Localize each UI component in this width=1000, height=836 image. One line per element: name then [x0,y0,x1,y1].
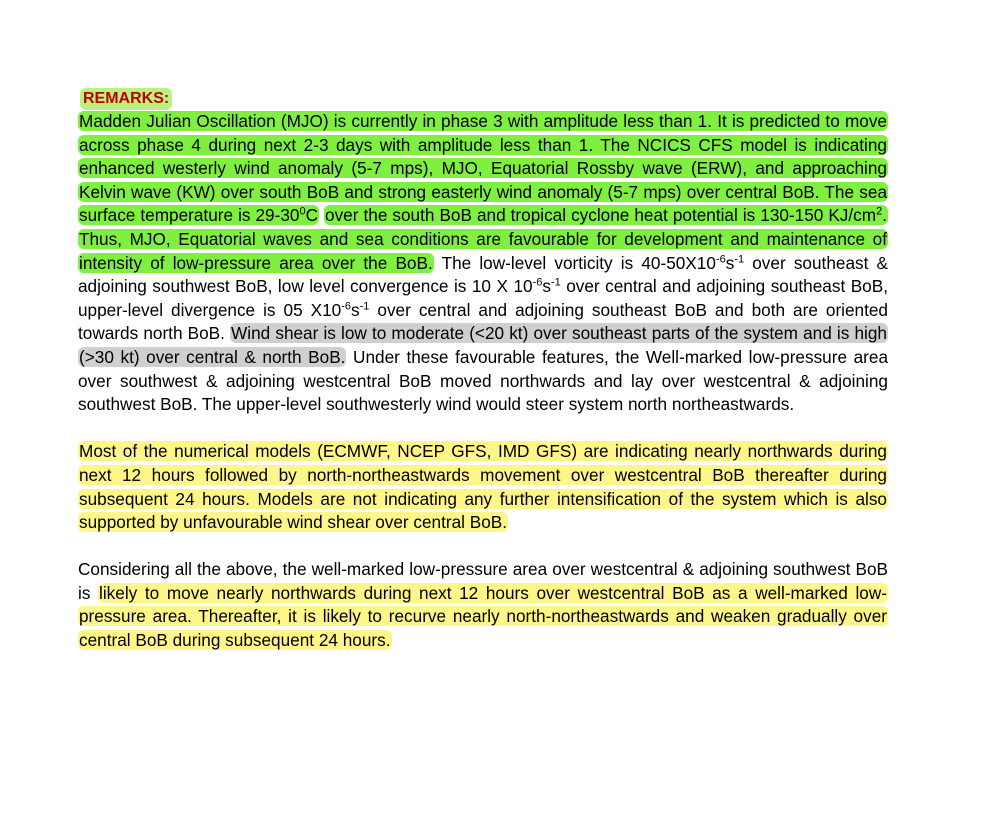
text-oriented: over central and adjoining southeast BoB and both are oriented towards north BoB. [78,299,888,344]
paragraph-spacer [78,535,888,559]
paragraph-spacer [78,417,888,441]
highlight-yellow-models: Most of the numerical models (ECMWF, NCEP GFS, IMD GFS) are indicating nearly northwards during next 12 hours followed by north-northeastwards movement over westcentral BoB thereafter during subsequent 24 hours. Models are not indicating any further intensification of the system which is also supported by unfavourable wind shear over central BoB. [79,441,887,533]
text-vorticity-s: s [725,252,735,273]
text-considering: Considering all the above, the well-marked low-pressure area over westcentral & adjoining southwest BoB is [78,559,888,603]
highlight-yellow-forecast: likely to move nearly northwards during next 12 hours over westcentral BoB as a well-marked low-pressure area. Thereafter, it is likely to recurve nearly north-northeastwards and weaken gradually over central BoB during subsequent 24 hours. [79,582,888,651]
sup-divergence-s-exp: -1 [359,300,370,313]
paragraph-forecast-conclusion [78,558,888,652]
sup-convergence-exp: -6 [532,276,543,289]
text-favourable-features: Under these favourable features, the Well-marked low-pressure area over southwest & adjoining westcentral BoB moved northwards and lay over westcentral & adjoining southwest BoB. The upper-level southwesterly wind would steer system north northeastwards. [78,346,889,415]
text-celsius: C [305,205,318,226]
paragraph-mjo-analysis [78,110,888,417]
text-convergence-s: s [542,276,551,297]
sup-divergence-exp: -6 [341,300,352,313]
remarks-heading: REMARKS: [80,88,172,110]
text-mjo: Madden Julian Oscillation (MJO) is currently in phase 3 with amplitude less than 1. It is predicted to move across phase 4 during next 2-3 days with amplitude less than 1. The NCICS CFS model is indicating enhanced westerly wind anomaly (5-7 mps), MJO, Equatorial Rossby wave (ERW), and approaching Kelvin wave (KW) over south BoB and strong easterly wind anomaly (5-7 mps) over central BoB. The sea surface temperature is 29-30 [79,111,887,226]
sup-convergence-s-exp: -1 [550,276,561,289]
text-tchp: over the south BoB and tropical cyclone heat potential is 130-150 KJ/cm [325,205,877,226]
text-divergence-s: s [351,299,360,320]
text-convergence: over southeast & adjoining southwest BoB, low level convergence is 10 X 10 [78,252,888,297]
sup-degree: 0 [299,205,306,218]
text-favourable: . Thus, MJO, Equatorial waves and sea conditions are favourable for development and maintenance of intensity of low-pressure area over the BoB. [79,205,887,273]
sup-vorticity-s-exp: -1 [734,252,745,265]
text-divergence: over central and adjoining southeast BoB, upper-level divergence is 05 X10 [78,276,888,320]
remarks-section [78,88,888,653]
highlight-gray-wind-shear: Wind shear is low to moderate (<20 kt) over southeast parts of the system and is high (>30 kt) over central & north BoB. [79,323,887,367]
sup-vorticity-exp: -6 [715,252,726,265]
sup-squared: 2 [876,205,883,218]
paragraph-numerical-models [78,440,888,534]
text-vorticity: The low-level vorticity is 40-50X10 [433,252,716,273]
